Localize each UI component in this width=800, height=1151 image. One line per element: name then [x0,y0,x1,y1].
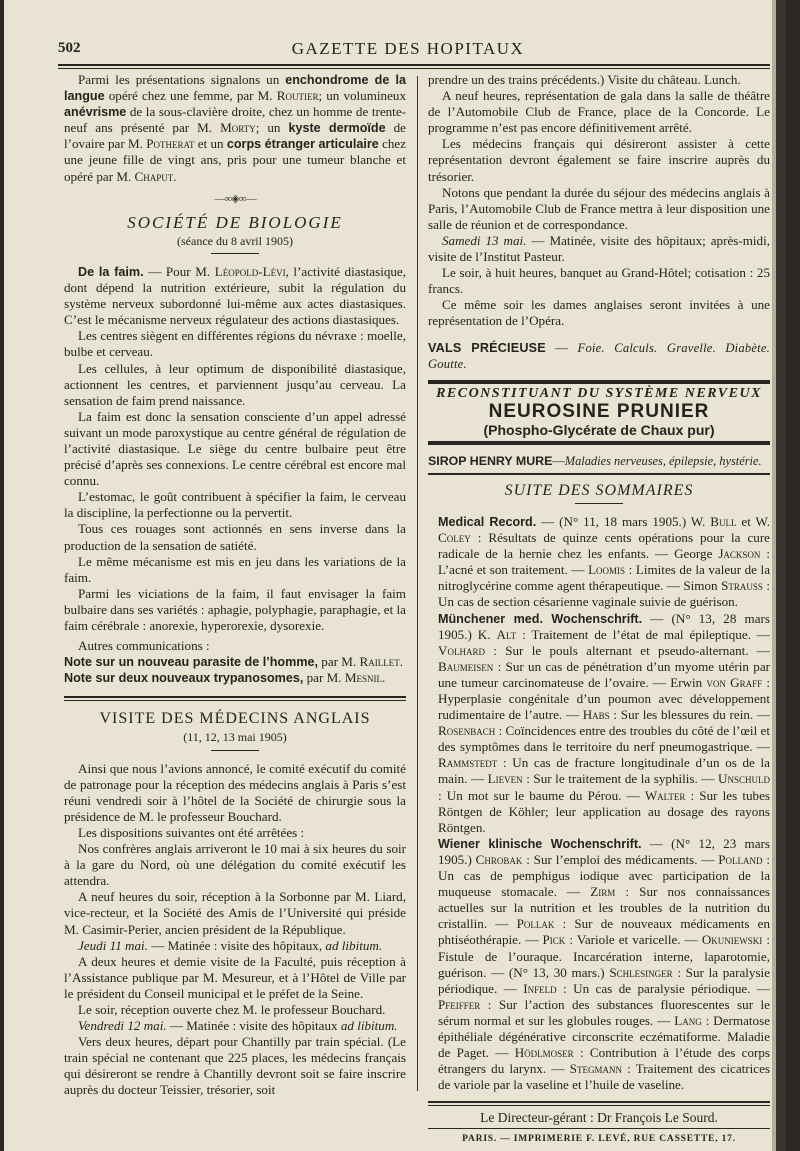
paragraph: Wiener klinische Wochenschrift. — (N° 12, 23 mars 1905.) Chrobak : Sur l’emploi des médicaments. — Polland : Un cas de pemphigus iodique avec participation de la muqueuse stomacale. — Zirm : Sur nos connaissances actuelles sur la nutrition et les troubles de la nutrition du cristallin. — Pollak : Sur de nouveaux médicaments en phtiséothérapie. — Pick : Variole et varicelle. — Okuniewski : Fistule de l’ouraque. Incarcération interne, laparotomie, guérison. — (N° 13, 30 mars.) Schlesinger : Sur la paralysie périodique. — Infeld : Un cas de paralysie périodique. — Pfeiffer : Sur l’action des substances fluorescentes sur le sérum normal et sur les globules rouges. — Lang : Dermatose épithéliale dégénérative circonscrite eczématiforme. Maladie de Paget. — Hödlmoser : Contribution à l’étude des corps étrangers du larynx. — Stegmann : Traitement des cicatrices de variole par la vaseline et l’huile de vaseline. [438,835,771,1093]
page-number: 502 [58,40,81,56]
ad-brand: SIROP HENRY MURE [428,453,553,468]
section-title: SOCIÉTÉ DE BIOLOGIE [127,212,343,232]
short-rule [575,503,623,504]
ad-sirop-henry-mure [428,453,770,475]
section-sommaires [428,483,770,1093]
paragraph: Samedi 13 mai. — Matinée, visite des hôpitaux; après-midi, visite de l’Institut Pasteur. [428,232,770,265]
paragraph: Les dispositions suivantes ont été arrêtées : [78,824,305,840]
paragraph: Note sur deux nouveaux trypanosomes, par M. Mesnil. [64,670,386,686]
short-rule [211,253,259,254]
section-title: VISITE DES MÉDECINS ANGLAIS [99,710,371,728]
paragraph: Jeudi 11 mai. — Matinée : visite des hôpitaux, ad libitum. [78,937,383,953]
newspaper-page [4,0,786,1151]
visite-paragraphs [64,761,406,1099]
section-subtitle: (11, 12, 13 mai 1905) [183,730,287,745]
paragraph: Le soir, à huit heures, banquet au Grand-Hôtel; cotisation : 25 francs. [428,265,770,297]
ad-line-3: (Phospho-Glycérate de Chaux pur) [483,421,715,438]
journal-title: GAZETTE DES HOPITAUX [291,39,525,58]
paragraph: Les cellules, à leur optimum de disponibilité diastasique, actionnent les centres, et parviennent jusqu’au cerveau. La sensation de faim prend naissance. [64,360,406,408]
header-rule [58,64,770,66]
ad-line-2: NEUROSINE PRUNIER [488,400,710,422]
section-biologie [64,212,407,687]
section-title: SUITE DES SOMMAIRES [504,481,694,499]
paragraph: La faim est donc la sensation consciente d’un appel adressé suivant un mode paroxystique au centre général de régulation de l’activité diastasique. Le siège du centre bulbaire peut être précisé d’après ses connexions. Le centre cérébral est encore mal connu. [64,408,406,489]
section-subtitle: (séance du 8 avril 1905) [177,233,293,248]
paragraph: Le soir, réception ouverte chez M. le professeur Bouchard. [78,1001,386,1017]
ornament-divider: —∞◈∞— [214,192,256,205]
paragraph: Medical Record. — (N° 11, 18 mars 1905.) W. Bull et W. Coley : Résultats de quinze cents opérations pour la cure radicale de la hernie chez les enfants. — George Jackson : L’acné et son traitement. — Loomis : Limites de la valeur de la nitroglycérine comme agent thérapeutique. — Simon Strauss : Un cas de section césarienne vaginale suivie de guérison. [438,513,771,610]
sommaires-entries [428,514,770,1093]
page-header [58,38,758,62]
column-divider [417,76,418,1091]
left-column [64,72,406,1099]
paragraph: prendre un des trains précédents.) Visite du château. Lunch. [428,72,741,87]
ad-brand: VALS PRÉCIEUSE [428,340,546,355]
paragraph: Ce même soir les dames anglaises seront invitées à une représentation de l’Opéra. [428,297,770,329]
biologie-paragraphs [64,264,406,634]
paragraph: Tous ces rouages sont actionnés en sens inverse dans la production de la sensation de satiété. [64,521,406,553]
paragraph: Vendredi 12 mai. — Matinée : visite des hôpitaux ad libitum. [78,1018,398,1034]
section-visite [64,711,406,1098]
paragraph: Les médecins français qui désireront assister à cette représentation devront également se faire inscrire auprès du trésorier. [428,136,770,184]
printer-imprint: PARIS. — IMPRIMERIE F. LEVÉ, RUE CASSETTE, 17. [428,1128,770,1147]
short-rule [211,750,259,751]
ad-vals-precieuse [428,340,770,372]
paragraph: A deux heures et demie visite de la Faculté, puis réception à l’Assistance publique par M. Mesureur, et à l’Hôtel de Ville par le président du Conseil municipal et le préfet de la Seine. [64,953,406,1001]
paragraph: Nos confrères anglais arriveront le 10 mai à six heures du soir à la gare du Nord, où une délégation du comité exécutif les attendra. [64,841,406,889]
paragraph: Parmi les présentations signalons un enchondrome de la langue opéré chez une femme, par M. Routier; un volumineux anévrisme de la sous-clavière droite, chez un homme de trente-neuf ans présenté par M. Morty; un kyste dermoïde de l’ovaire par M. Potherat et un corps étranger articulaire chez une jeune fille de vingt ans, pris pour une tumeur blanche et opéré par M. Chaput. [64,72,407,184]
ad-text: — Foie. Calculs. Gravelle. Diabète. Goutte. [428,340,770,371]
visite-continuation [428,72,770,330]
paragraph: L’estomac, le goût contribuent à spécifier la faim, le cerveau la discipline, la perfectionne ou la pervertit. [64,489,406,521]
header-rule-thin [58,68,770,69]
director-signature: Le Directeur-gérant : Dr François Le Sourd. [480,1110,718,1126]
paragraph: Ainsi que nous l’avions annoncé, le comité exécutif du comité de patronage pour la réception des médecins anglais à Paris s’est réuni vendredi soir à l’hôtel de la Société de chirurgie sous la présidence de M. le professeur Bouchard. [64,760,406,824]
ad-text: —Maladies nerveuses, épilepsie, hystérie. [552,453,762,468]
section-separator [64,696,406,701]
ad-neurosine [428,380,770,445]
paragraph: Münchener med. Wochenschrift. — (N° 13, 28 mars 1905.) K. Alt : Traitement de l’état de mal épileptique. — Volhard : Sur le pouls alternant et pseudo-alternant. — Baumeisen : Sur un cas de pénétration d’un myome utérin par une tumeur carcinomateuse de l’ovaire. — Erwin von Graff : Hyperplasie congénitale d’un poumon avec développement rudimentaire de l’autre. — Habs : Sur les blessures du rein. — Rosenbach : Coïncidences entre des troubles du côté de l’œil et des symptômes dans le territoire du nerf pneumogastrique. — Rammstedt : Un cas de fracture longitudinale d’un os de la main. — Lieven : Sur le traitement de la syphilis. — Unschuld : Un mot sur le baume du Pérou. — Walter : Sur les tubes Röntgen de Köhler; leur application au dosage des rayons Röntgen. [438,610,770,835]
ad-line-1: RECONSTITUANT DU SYSTÈME NERVEUX [436,385,762,401]
paragraph: Notons que pendant la durée du séjour des médecins anglais à Paris, l’Automobile Club de France mettra à leur disposition une salle de réunion et de correspondance. [428,184,770,232]
book-spine [772,0,786,1151]
paragraph: A neuf heures, représentation de gala dans la salle de théâtre de l’Automobile Club de France, place de la Concorde. Le programme n’est pas encore définitivement arrêté. [428,88,770,136]
paragraph: Parmi les viciations de la faim, il faut envisager la faim bulbaire dans ses variétés : aphagie, polyphagie, paraphagie, et la faim cérébrale : anorexie, hyperorexie, dysorexie. [64,585,406,633]
intro-block [64,72,406,185]
communications-list [64,654,406,686]
paragraph: Le même mécanisme est mis en jeu dans les variations de la faim. [64,553,406,585]
paragraph: De la faim. — Pour M. Léopold-Lévi, l’activité diastasique, dont dépend la nutrition extérieure, subit la régulation du système nerveux subordonné lui-même aux actes diastasiques. C’est le mécanisme nerveux régulateur des actions diastasiques. [64,263,407,328]
paragraph: Les centres siègent en différentes régions du névraxe : moelle, bulbe et cerveau. [64,328,406,360]
paragraph: A neuf heures du soir, réception à la Sorbonne par M. Liard, vice-recteur, et la Société des Amis de l’Université qui préside M. Casimir-Perier, ancien président de la République. [64,889,406,937]
other-communications-label: Autres communications : [78,638,210,654]
right-column [428,72,770,1148]
paragraph: Note sur un nouveau parasite de l’homme, par M. Raillet. [64,654,404,670]
footer-rule [428,1101,770,1106]
paragraph: Vers deux heures, départ pour Chantilly par train spécial. (Le train spécial ne contenant que 225 places, les médecins français qui désireront se rendre à Chantilly devront soit se faire inscrire auprès du docteur Teissier, trésorier, soit [64,1034,406,1098]
